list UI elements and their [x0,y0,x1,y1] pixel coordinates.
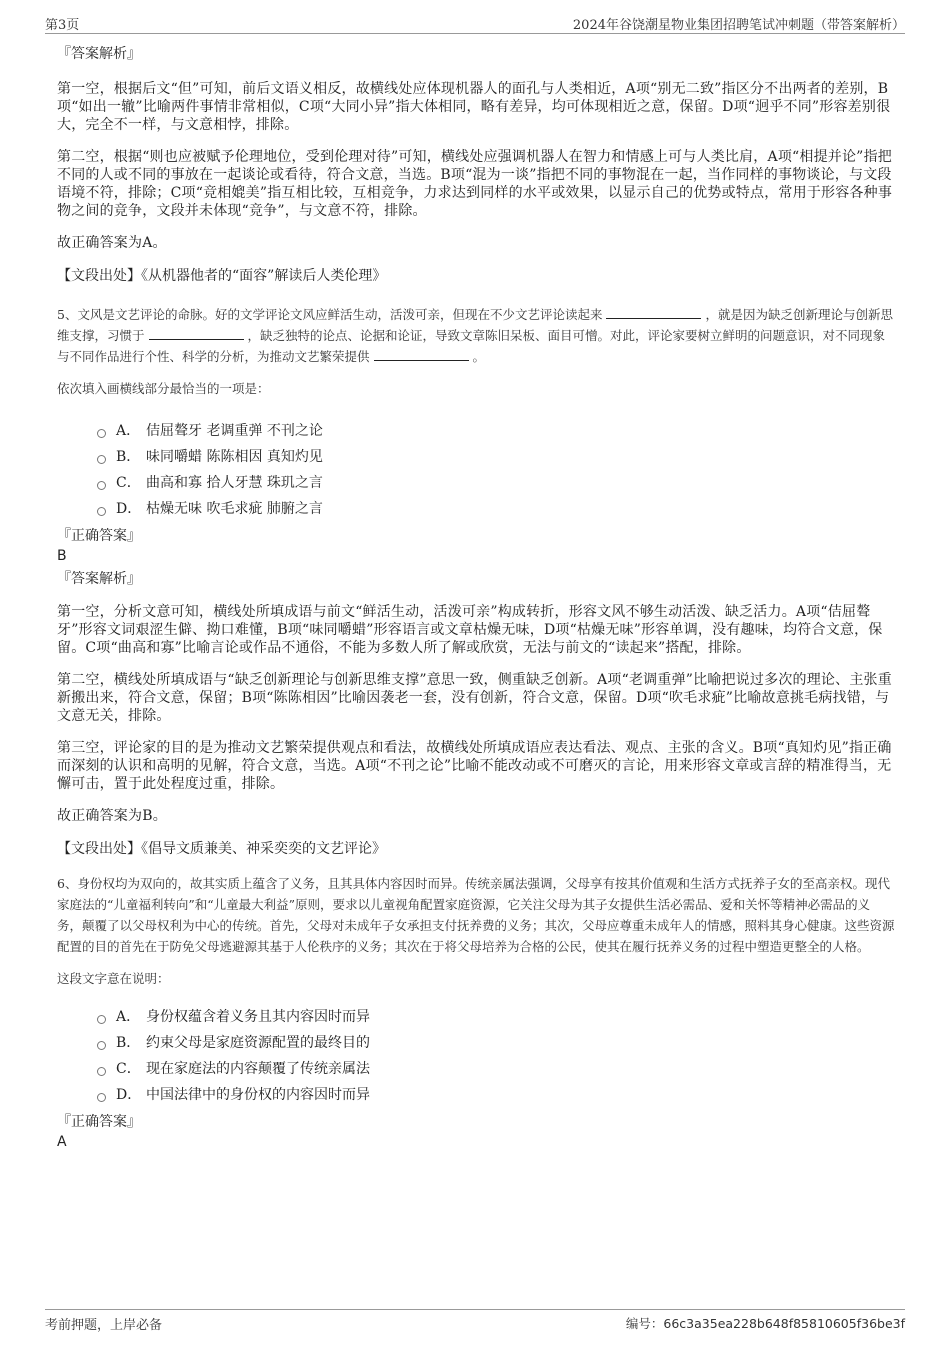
radio-icon[interactable] [97,1067,106,1076]
page-content [57,44,895,1151]
question-text: 5、文风是文艺评论的命脉。好的文学评论文风应鲜活生动，活泼可亲，但现在不少文艺评论读起来 [57,307,603,322]
analysis-label: 『答案解析』 [57,571,141,587]
source-citation: 【文段出处】《倡导文质兼美、神采奕奕的文艺评论》 [57,841,386,857]
analysis-conclusion: 故正确答案为B。 [57,808,167,824]
analysis-paragraph: 第二空，横线处所填成语与“缺乏创新理论与创新思维支撑”意思一致，侧重缺乏创新。A项“老调重弹”比喻把说过多次的理论、主张重新搬出来，符合文意，保留；B项“陈陈相因”比喻因袭老一套，没有创新，符合文意，保留。D项“吹毛求疵”比喻故意挑毛病找错，与文意无关，排除。 [57,672,892,724]
source-citation: 【文段出处】《从机器他者的“面容”解读后人类伦理》 [57,268,387,284]
question-text: ，缺乏独特的论点、论据和论证，导致文章陈旧呆板、面目可憎。对此，评论家要树立鲜明的问题意识，对不同现象与不同作品进行个性、科学的分析，为推动文艺繁荣提供 [57,328,886,364]
radio-icon[interactable] [97,1015,106,1024]
page-footer [45,1309,905,1335]
radio-icon[interactable] [97,507,106,516]
blank-line [374,349,469,361]
radio-icon[interactable] [97,481,106,490]
blank-line [606,307,701,319]
option-d[interactable]: D． 枯燥无味 吹毛求疵 肺腑之言 [97,495,895,521]
question-6-prompt: 这段文字意在说明： [57,971,170,986]
question-5-stem [57,304,895,367]
correct-answer-label: 『正确答案』 [57,1114,141,1130]
option-b[interactable]: B． 约束父母是家庭资源配置的最终目的 [97,1029,895,1055]
question-6-options [97,1003,895,1107]
analysis-paragraph: 第一空，分析文意可知，横线处所填成语与前文“鲜活生动，活泼可亲”构成转折，形容文风不够生动活泼、缺乏活力。A项“佶屈聱牙”形容文词艰涩生僻、拗口难懂，B项“味同嚼蜡”形容语言或文章枯燥无味，D项“枯燥无味”形容单调，没有趣味，均符合文意，保留。C项“曲高和寡”比喻言论或作品不通俗，不能为多数人所了解或欣赏，无法与前文的“读起来”搭配，排除。 [57,604,883,656]
analysis-paragraph: 第三空，评论家的目的是为推动文艺繁荣提供观点和看法，故横线处所填成语应表达看法、观点、主张的含义。B项“真知灼见”指正确而深刻的认识和高明的见解，符合文意，当选。A项“不刊之论”比喻不能改动或不可磨灭的言论，用来形容文章或言辞的精准得当，无懈可击，置于此处程度过重，排除。 [57,740,892,792]
correct-answer-label: 『正确答案』 [57,528,141,544]
option-a[interactable]: A． 佶屈聱牙 老调重弹 不刊之论 [97,417,895,443]
option-d[interactable]: D． 中国法律中的身份权的内容因时而异 [97,1081,895,1107]
question-5-options [97,417,895,521]
blank-line [149,328,244,340]
option-a[interactable]: A． 身份权蕴含着义务且其内容因时而异 [97,1003,895,1029]
question-5-prompt: 依次填入画横线部分最恰当的一项是： [57,381,270,396]
option-c[interactable]: C． 现在家庭法的内容颠覆了传统亲属法 [97,1055,895,1081]
question-text: 。 [472,349,486,364]
question-6-stem: 6、身份权均为双向的，故其实质上蕴含了义务，且其具体内容因时而异。传统亲属法强调，父母享有按其价值观和生活方式抚养子女的至高亲权。现代家庭法的“儿童福利转向”和“儿童最大利益”原则，要求以儿童视角配置家庭资源，它关注父母为其子女提供生活必需品、爱和关怀等精神必需品的义务，颠覆了以父母权利为中心的传统。首先，父母对未成年子女承担支付抚养费的义务；其次，父母应尊重未成年人的情感，照料其身心健康。这些资源配置的目的首先在于防免父母逃避源其基于人伦秩序的义务；其次在于将父母培养为合格的公民，使其在履行抚养义务的过程中塑造更整全的人格。 [57,876,895,954]
correct-answer: B [57,548,67,564]
page-header [45,12,905,34]
question-text: ，就是因为缺乏创新理论与创新思维支撑，习惯于 [57,307,893,343]
analysis-conclusion: 故正确答案为A。 [57,235,167,251]
radio-icon[interactable] [97,455,106,464]
analysis-paragraph: 第一空，根据后文“但”可知，前后文语义相反，故横线处应体现机器人的面孔与人类相近，A项“别无二致”指区分不出两者的差别，B项“如出一辙”比喻两件事情非常相似，C项“大同小异”指大体相同，略有差异，均可体现相近之意，保留。D项“迥乎不同”形容差别很大，完全不一样，与文意相悖，排除。 [57,81,891,133]
footer-slogan: 考前押题，上岸必备 [45,1318,163,1333]
analysis-paragraph: 第二空，根据“则也应被赋予伦理地位，受到伦理对待”可知，横线处应强调机器人在智力和情感上可与人类比肩，A项“相提并论”指把不同的人或不同的事放在一起谈论或看待，符合文意，当选。B项“混为一谈”指把不同的事物混在一起，当作同样的事物谈论，与文段语境不符，排除；C项“竞相媲美”指互相比较，互相竞争，力求达到同样的水平或效果，以显示自己的优势或特点，常用于形容各种事物之间的竞争，文段并未体现“竞争”，与文意不符，排除。 [57,149,893,219]
radio-icon[interactable] [97,1041,106,1050]
option-b[interactable]: B． 味同嚼蜡 陈陈相因 真知灼见 [97,443,895,469]
analysis-label: 『答案解析』 [57,46,141,62]
page-number: 第3页 [45,18,80,33]
radio-icon[interactable] [97,429,106,438]
document-title: 2024年谷饶潮星物业集团招聘笔试冲刺题（带答案解析） [572,18,905,33]
correct-answer: A [57,1134,67,1150]
option-c[interactable]: C． 曲高和寡 拾人牙慧 珠玑之言 [97,469,895,495]
document-id: 编号：66c3a35ea228b648f85810605f36be3f [625,1316,905,1331]
radio-icon[interactable] [97,1093,106,1102]
